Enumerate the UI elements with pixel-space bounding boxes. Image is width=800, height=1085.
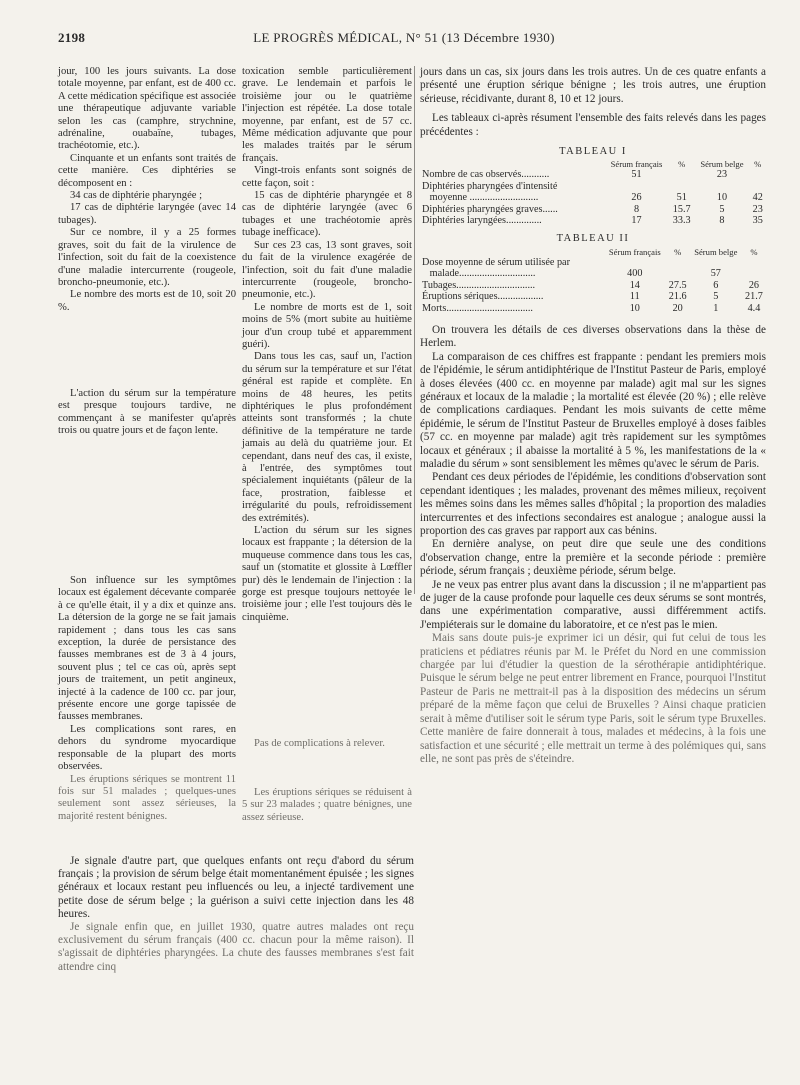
table-cell [669, 181, 694, 192]
table-cell: 26 [631, 192, 642, 204]
paragraph: jours dans un cas, six jours dans les trois autres. Un de ces quatre enfants a présenté une éruption sérique bénigne ; les trois autres, une éruption sérieuse, récidivante, durant 8, 10 et 12 jours. [420, 66, 766, 105]
paragraph: 34 cas de diphtérie pharyngée ; [70, 190, 203, 202]
table-cell: 17 [631, 215, 642, 227]
row-label: Morts.................................. [422, 302, 533, 314]
column-left [58, 66, 236, 314]
paragraph: Sur ce nombre, il y a 25 formes graves, soit du fait de la virulence de l'infection, soit du fait de la coexistence d'une maladie intercurrente (rougeole, broncho-pneumonie, etc.). [58, 227, 236, 288]
row-label: malade.............................. [422, 268, 536, 280]
paragraph: jour, 100 les jours suivants. La dose totale moyenne, par enfant, est de 400 cc. A cette médication spécifique est associée une thérapeutique adjuvante variable selon les cas (camphre, strychnine, adrénaline, ouabaïne, tubages, trachéotomie, etc.). [58, 66, 236, 152]
paragraph: En dernière analyse, on peut dire que seule une des conditions d'observation change, entre la première et la seconde période : première période, sérum français ; deuxième période, sérum belge. [420, 538, 766, 578]
table-cell [666, 257, 690, 268]
table-cell: 27.5 [668, 279, 687, 291]
page-number: 2198 [58, 30, 86, 45]
paragraph: Dans tous les cas, sauf un, l'action du sérum sur la température et sur l'état général est rapide et complète. En moins de 48 heures, les petits diphtériques le plus profondément atteints sont transformés ; la chute définitive de la température ne tarde jamais au delà du quatrième jour. Et cependant, dans neuf des cas, il existe, à l'entrée, des symptômes tout spécialement inquiétants (pâleur de la face, prostration, faiblesse et irrégularité du pouls, refroidissement des extrémités). [242, 351, 412, 524]
paragraph: Mais sans doute puis-je exprimer ici un désir, qui fut celui de tous les praticiens et pédiatres réunis par M. le Préfet du Nord en une commission chargée par lui d'étudier la question de la sérothérapie antidiphtérique. Puisque le sérum belge ne peut entrer librement en France, pourquoi l'Institut Pasteur de Paris ne mettrait-il pas à la disposition des médecins un sérum préparé de la même façon que celui de Bruxelles ? Ainsi chaque praticien serait à même d'utiliser soit le sérum type Paris, soit le sérum type Bruxelles. Cette manière de faire donnerait à tous, malades et médecins, à la fois une satisfaction et une sécurité ; elle mettrait un terme à des polémiques qui, sans elle, ne sont pas près de s'éteindre. [420, 632, 766, 765]
bottom-text-block [58, 855, 414, 974]
table-cell: 21.7 [745, 291, 763, 303]
column-middle [242, 66, 412, 624]
column-left-bottom [58, 575, 236, 823]
table-2 [420, 232, 766, 313]
table-cell: 21.6 [668, 291, 687, 303]
table-cell: 26 [748, 279, 760, 291]
table-cell: 23 [716, 169, 728, 181]
paragraph: Le nombre des morts est de 10, soit 20 %. [58, 289, 236, 313]
table-cell: 33.3 [672, 215, 691, 227]
paragraph: Le nombre de morts est de 1, soit moins de 5% (mort subite au huitième jour d'un croup tubé et apparemment guéri). [242, 301, 412, 350]
table-cell [604, 181, 669, 192]
table-row [420, 169, 766, 180]
column-header: Sérum belge [694, 246, 738, 257]
table-cell: 51 [631, 169, 642, 181]
row-label: Dose moyenne de sérum utilisée par [422, 256, 570, 268]
paragraph: On trouvera les détails de ces diverses observations dans la thèse de Herlem. [420, 323, 766, 350]
table-row [420, 215, 766, 226]
table-cell: 51 [676, 192, 687, 204]
table-cell: 5 [713, 291, 719, 303]
paragraph: Pendant ces deux périodes de l'épidémie, les conditions d'observation sont cependant identiques ; les malades, provenant des mêmes milieux, reçoivent les mêmes soins dans les mêmes salles d'hôpital ; la proportion des maladies intercurrentes et des infections secondaires est analogue ; analogue aussi la proportion des cas graves par rapport aux cas bénins. [420, 471, 766, 537]
table-cell: 6 [713, 279, 719, 291]
column-header: % [754, 159, 762, 170]
table-cell: 42 [752, 192, 763, 204]
column-header: Sérum français [608, 246, 661, 257]
column-header: % [674, 246, 682, 257]
table-title: TABLEAU II [556, 233, 630, 245]
paragraph: Les éruptions sériques se réduisent à 5 sur 23 malades ; quatre bénignes, une assez sérieuse. [242, 787, 412, 823]
table-cell [604, 257, 666, 268]
paragraph: Sur ces 23 cas, 13 sont graves, soit du fait de la virulence exagérée de l'infection, soit du fait d'une maladie intercurrente (rougeole, broncho-pneumonie, etc.). [242, 239, 412, 301]
table-row [420, 181, 766, 192]
row-label: Diphtéries pharyngées graves...... [422, 203, 558, 215]
paragraph: 15 cas de diphtérie pharyngée et 8 cas de diphtérie laryngée (avec 6 tubages et une trachéotomie après tubage inefficace). [242, 190, 412, 239]
table-cell: 11 [629, 291, 640, 303]
table-cell: 1 [713, 302, 719, 314]
table-cell [669, 169, 694, 180]
paragraph: Cinquante et un enfants sont traités de cette manière. Ces diphtéries se décomposent en : [58, 152, 236, 189]
table-cell: 4.4 [747, 302, 761, 314]
column-left-mid [58, 388, 236, 438]
paragraph: Les éruptions sériques se montrent 11 fois sur 51 malades ; quelques-unes seulement sont assez sérieuses, la majorité restent bénignes. [58, 773, 236, 822]
table-row [420, 280, 766, 291]
table-cell: 10 [629, 302, 640, 314]
table-cell [694, 181, 749, 192]
column-header: % [750, 246, 758, 257]
table-row [420, 291, 766, 302]
column-right [420, 66, 766, 766]
table-row [420, 303, 766, 314]
row-label: Diphtéries pharyngées d'intensité [422, 180, 558, 192]
table-row [420, 192, 766, 203]
table-row [420, 257, 766, 268]
paragraph: 17 cas de diphtérie laryngée (avec 14 tubages). [58, 202, 236, 226]
row-label: moyenne ........................... [422, 192, 539, 204]
row-label: Éruptions sériques.................. [422, 291, 544, 303]
paragraph: toxication semble particulièrement grave. Le lendemain et parfois le troisième jour ou le quatrième l'injection est répétée. La dose totale moyenne, par enfant, est de 57 cc. Même médication adjuvante que pour les malades traités par le sérum français. [242, 66, 412, 164]
paragraph: Son influence sur les symptômes locaux est également décevante comparée à ce qu'elle était, il y a dix et quinze ans. La détersion de la gorge ne se fait jamais rapidement ; dans tous les cas sans exception, la durée de persistance des fausses membranes est de 3 à 4 jours, souvent plus ; tel ce cas où, après sept jours de traitement, un petit angineux, injecté à la cadence de 100 cc. par jour, présente encore une gorge tapissée de fausses membranes. [58, 575, 236, 723]
column-middle-mid [242, 738, 412, 750]
table-cell: 57 [710, 268, 721, 280]
table-cell: 35 [752, 215, 763, 227]
table-cell: 8 [719, 215, 725, 227]
table-cell [690, 257, 742, 268]
column-header: % [678, 159, 686, 170]
table-cell: 10 [716, 192, 728, 204]
table-cell: 15.7 [672, 203, 691, 215]
paragraph: Les complications sont rares, en dehors du syndrome myocardique responsable de la plupart des morts observées. [58, 723, 236, 773]
row-label: Diphtéries laryngées.............. [422, 215, 542, 227]
paragraph: L'action du sérum sur la température est presque toujours tardive, ne commençant à se manifester qu'après trois ou quatre jours et de façon lente. [58, 388, 236, 437]
table-cell [749, 169, 766, 180]
paragraph: Vingt-trois enfants sont soignés de cette façon, soit : [242, 165, 412, 189]
table-cell: 5 [719, 203, 725, 215]
table-cell: 20 [672, 302, 683, 314]
paragraph: Pas de complications à relever. [254, 738, 385, 749]
table-cell: 8 [633, 203, 640, 215]
paragraph: Je ne veux pas entrer plus avant dans la discussion ; il ne m'appartient pas de juger de la cause profonde pour laquelle ces deux sérums se sont montrés, dans une expérimentation comparative, aussi différemment actifs. J'empiéterais sur le domaine du laboratoire, et ce n'est pas le mien. [420, 578, 766, 631]
table-cell [749, 181, 766, 192]
table-1 [420, 145, 766, 226]
table-title: TABLEAU I [559, 146, 627, 158]
column-middle-bottom [242, 787, 412, 824]
paragraph: La comparaison de ces chiffres est frappante : pendant les premiers mois de l'épidémie, le sérum antidiphtérique de l'Institut Pasteur de Paris, employé à doses élevées (400 cc. en moyenne par malade) agit mal sur les signes généraux et locaux de la maladie ; la mortalité est élevée (20 %) ; elle relève de complications cardiaques. Pendant les mois suivants de cette même épidémie, le sérum de l'Institut Pasteur de Bruxelles employé à doses faibles (57 cc. en moyenne par malade) agit très rapidement sur les symptômes locaux et généraux ; il abaisse la mortalité à 5 %, les manifestations de la « maladie du sérum » sont sensiblement les mêmes qu'avec le sérum de Paris. [420, 350, 766, 470]
table-cell: 23 [752, 203, 763, 215]
table-cell [742, 268, 766, 279]
paragraph: L'action du sérum sur les signes locaux est frappante ; la détersion de la muqueuse commence dans tous les cas, sauf un (stomatite et glossite à Lœffler pur) dès le lendemain de l'injection : la gorge est presque toujours nettoyée le troisième jour ; elle l'est toujours dès le cinquième. [242, 525, 412, 623]
body-text [420, 324, 766, 766]
column-divider [414, 66, 415, 594]
paragraph: Les tableaux ci-après résument l'ensemble des faits relevés dans les pages précédentes : [420, 112, 766, 138]
table-cell [742, 257, 766, 268]
table-row [420, 204, 766, 215]
column-header: Sérum belge [700, 159, 744, 170]
running-title: LE PROGRÈS MÉDICAL, N° 51 (13 Décembre 1930) [253, 30, 555, 45]
paragraph: Je signale d'autre part, que quelques enfants ont reçu d'abord du sérum français ; la provision de sérum belge était momentanément épuisée ; les signes généraux et locaux restant peu influencés ou leu, a injecté tardivement une petite dose de sérum belge ; la guérison a suivi cette injection dans les 48 heures. [58, 855, 414, 920]
table-row [420, 268, 766, 279]
table-cell: 14 [629, 279, 640, 291]
paragraph: Je signale enfin que, en juillet 1930, quatre autres malades ont reçu exclusivement du sérum français (400 cc. chacun pour la même raison). Il s'agissait de diphtéries pharyngées. La chute des fausses membranes s'est fait attendre cinq [58, 921, 414, 973]
table-cell [666, 268, 690, 279]
row-label: Tubages............................... [422, 279, 536, 291]
column-header: Sérum français [610, 159, 663, 170]
row-label: Nombre de cas observés........... [422, 169, 550, 181]
table-cell: 400 [627, 268, 643, 280]
